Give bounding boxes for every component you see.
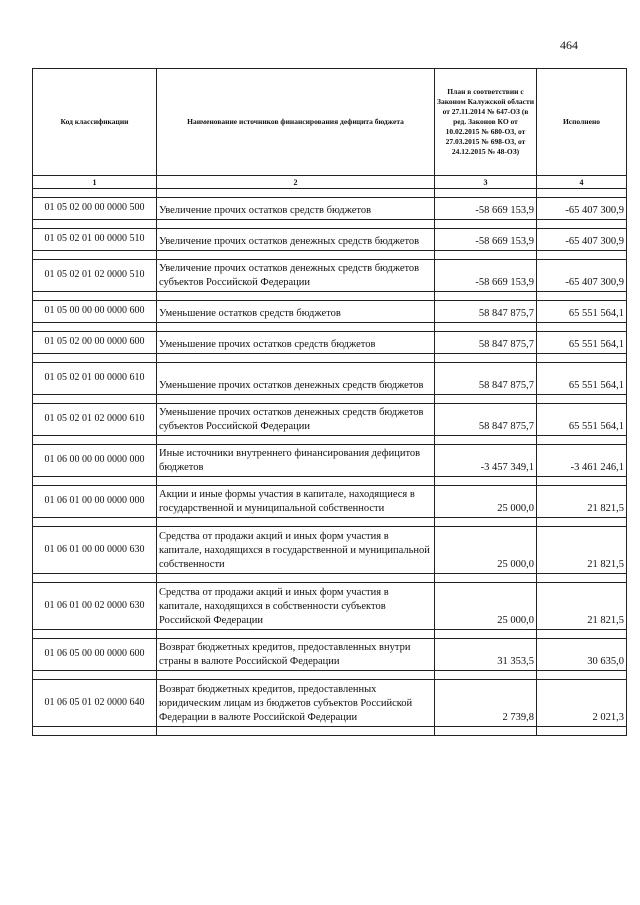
spacer-cell <box>33 436 157 445</box>
plan-cell: 58 847 875,7 <box>435 332 537 354</box>
name-cell: Возврат бюджетных кредитов, предоставленных юридическим лицам из бюджетов субъектов Российской Федерации в валюте Российской Федерации <box>157 680 435 727</box>
done-cell: -3 461 246,1 <box>537 445 627 477</box>
table-row <box>33 404 627 436</box>
plan-cell: 58 847 875,7 <box>435 301 537 323</box>
name-cell: Уменьшение прочих остатков денежных средств бюджетов субъектов Российской Федерации <box>157 404 435 436</box>
spacer-cell <box>537 354 627 363</box>
name-cell: Увеличение прочих остатков средств бюджетов <box>157 198 435 220</box>
spacer-cell <box>435 395 537 404</box>
spacer-cell <box>537 251 627 260</box>
plan-cell: -58 669 153,9 <box>435 260 537 292</box>
spacer-cell <box>435 292 537 301</box>
spacer-row <box>33 220 627 229</box>
column-number: 3 <box>435 176 537 189</box>
spacer-cell <box>33 251 157 260</box>
name-cell: Иные источники внутреннего финансирования дефицитов бюджетов <box>157 445 435 477</box>
plan-cell: 2 739,8 <box>435 680 537 727</box>
spacer-cell <box>537 518 627 527</box>
spacer-cell <box>435 354 537 363</box>
column-number: 1 <box>33 176 157 189</box>
spacer-cell <box>435 220 537 229</box>
spacer-cell <box>33 671 157 680</box>
spacer-row <box>33 727 627 736</box>
header-code: Код классификации <box>33 69 157 176</box>
spacer-row <box>33 189 627 198</box>
name-cell: Уменьшение прочих остатков средств бюджетов <box>157 332 435 354</box>
name-cell: Увеличение прочих остатков денежных средств бюджетов субъектов Российской Федерации <box>157 260 435 292</box>
spacer-cell <box>33 354 157 363</box>
code-cell: 01 05 02 01 00 0000 510 <box>33 229 157 251</box>
name-cell: Увеличение прочих остатков денежных средств бюджетов <box>157 229 435 251</box>
spacer-row <box>33 574 627 583</box>
spacer-cell <box>157 220 435 229</box>
spacer-cell <box>33 518 157 527</box>
done-cell: -65 407 300,9 <box>537 198 627 220</box>
spacer-cell <box>537 292 627 301</box>
header-plan: План в соответствии с Законом Калужской области от 27.11.2014 № 647-ОЗ (в ред. Законов КО от 10.02.2015 № 680-ОЗ, от 27.03.2015 № 698-ОЗ, от 24.12.2015 № 48-ОЗ) <box>435 69 537 176</box>
name-cell: Средства от продажи акций и иных форм участия в капитале, находящихся в государственной и муниципальной собственности <box>157 527 435 574</box>
code-cell: 01 05 02 00 00 0000 500 <box>33 198 157 220</box>
done-cell: -65 407 300,9 <box>537 229 627 251</box>
name-cell: Возврат бюджетных кредитов, предоставленных внутри страны в валюте Российской Федерации <box>157 639 435 671</box>
done-cell: -65 407 300,9 <box>537 260 627 292</box>
spacer-cell <box>33 189 157 198</box>
spacer-row <box>33 354 627 363</box>
code-cell: 01 06 01 00 00 0000 000 <box>33 486 157 518</box>
page-number: 464 <box>560 38 578 52</box>
code-cell: 01 06 05 01 02 0000 640 <box>33 680 157 727</box>
spacer-cell <box>157 574 435 583</box>
spacer-cell <box>435 436 537 445</box>
table-row <box>33 527 627 574</box>
done-cell: 65 551 564,1 <box>537 363 627 395</box>
spacer-row <box>33 323 627 332</box>
spacer-cell <box>537 220 627 229</box>
plan-cell: 25 000,0 <box>435 486 537 518</box>
code-cell: 01 06 01 00 00 0000 630 <box>33 527 157 574</box>
spacer-cell <box>537 574 627 583</box>
spacer-cell <box>435 518 537 527</box>
spacer-cell <box>435 671 537 680</box>
spacer-cell <box>435 574 537 583</box>
code-cell: 01 05 02 00 00 0000 600 <box>33 332 157 354</box>
spacer-row <box>33 292 627 301</box>
spacer-cell <box>435 189 537 198</box>
code-cell: 01 05 02 01 02 0000 610 <box>33 404 157 436</box>
spacer-cell <box>435 477 537 486</box>
spacer-cell <box>537 395 627 404</box>
spacer-row <box>33 251 627 260</box>
spacer-cell <box>157 727 435 736</box>
spacer-cell <box>435 323 537 332</box>
plan-cell: -3 457 349,1 <box>435 445 537 477</box>
table-header-row <box>33 69 627 176</box>
plan-cell: 31 353,5 <box>435 639 537 671</box>
budget-deficit-table <box>32 68 627 736</box>
code-cell: 01 05 02 01 00 0000 610 <box>33 363 157 395</box>
spacer-row <box>33 671 627 680</box>
name-cell: Акции и иные формы участия в капитале, находящиеся в государственной и муниципальной собственности <box>157 486 435 518</box>
spacer-cell <box>33 574 157 583</box>
table-row <box>33 445 627 477</box>
spacer-cell <box>157 671 435 680</box>
header-name: Наименование источников финансирования дефицита бюджета <box>157 69 435 176</box>
code-cell: 01 05 02 01 02 0000 510 <box>33 260 157 292</box>
spacer-cell <box>33 630 157 639</box>
spacer-cell <box>537 477 627 486</box>
table-row <box>33 332 627 354</box>
plan-cell: 25 000,0 <box>435 527 537 574</box>
spacer-cell <box>157 189 435 198</box>
header-done: Исполнено <box>537 69 627 176</box>
column-number: 4 <box>537 176 627 189</box>
budget-deficit-table-container <box>32 68 626 736</box>
table-row <box>33 639 627 671</box>
code-cell: 01 05 00 00 00 0000 600 <box>33 301 157 323</box>
spacer-cell <box>537 727 627 736</box>
code-cell: 01 06 05 00 00 0000 600 <box>33 639 157 671</box>
spacer-cell <box>157 436 435 445</box>
spacer-cell <box>157 518 435 527</box>
spacer-cell <box>33 292 157 301</box>
spacer-cell <box>157 477 435 486</box>
spacer-cell <box>157 354 435 363</box>
spacer-row <box>33 630 627 639</box>
done-cell: 65 551 564,1 <box>537 404 627 436</box>
spacer-row <box>33 518 627 527</box>
done-cell: 30 635,0 <box>537 639 627 671</box>
spacer-cell <box>157 292 435 301</box>
spacer-cell <box>537 671 627 680</box>
spacer-cell <box>157 323 435 332</box>
spacer-cell <box>157 395 435 404</box>
done-cell: 65 551 564,1 <box>537 332 627 354</box>
spacer-cell <box>33 323 157 332</box>
plan-cell: 58 847 875,7 <box>435 404 537 436</box>
spacer-cell <box>537 189 627 198</box>
column-number-row <box>33 176 627 189</box>
name-cell: Средства от продажи акций и иных форм участия в капитале, находящихся в собственности субъектов Российской Федерации <box>157 583 435 630</box>
spacer-row <box>33 395 627 404</box>
spacer-cell <box>33 477 157 486</box>
spacer-cell <box>157 630 435 639</box>
code-cell: 01 06 00 00 00 0000 000 <box>33 445 157 477</box>
spacer-cell <box>157 251 435 260</box>
table-row <box>33 229 627 251</box>
name-cell: Уменьшение остатков средств бюджетов <box>157 301 435 323</box>
spacer-cell <box>33 727 157 736</box>
spacer-cell <box>537 436 627 445</box>
column-number: 2 <box>157 176 435 189</box>
spacer-row <box>33 436 627 445</box>
spacer-cell <box>33 220 157 229</box>
done-cell: 2 021,3 <box>537 680 627 727</box>
spacer-cell <box>537 323 627 332</box>
done-cell: 21 821,5 <box>537 527 627 574</box>
table-row <box>33 680 627 727</box>
table-body <box>33 189 627 736</box>
name-cell: Уменьшение прочих остатков денежных средств бюджетов <box>157 363 435 395</box>
done-cell: 65 551 564,1 <box>537 301 627 323</box>
plan-cell: 58 847 875,7 <box>435 363 537 395</box>
done-cell: 21 821,5 <box>537 583 627 630</box>
spacer-cell <box>435 727 537 736</box>
spacer-cell <box>435 630 537 639</box>
table-row <box>33 301 627 323</box>
table-row <box>33 198 627 220</box>
table-row <box>33 486 627 518</box>
spacer-row <box>33 477 627 486</box>
table-row <box>33 363 627 395</box>
plan-cell: -58 669 153,9 <box>435 229 537 251</box>
table-row <box>33 260 627 292</box>
spacer-cell <box>435 251 537 260</box>
plan-cell: 25 000,0 <box>435 583 537 630</box>
spacer-cell <box>537 630 627 639</box>
plan-cell: -58 669 153,9 <box>435 198 537 220</box>
spacer-cell <box>33 395 157 404</box>
done-cell: 21 821,5 <box>537 486 627 518</box>
table-row <box>33 583 627 630</box>
code-cell: 01 06 01 00 02 0000 630 <box>33 583 157 630</box>
